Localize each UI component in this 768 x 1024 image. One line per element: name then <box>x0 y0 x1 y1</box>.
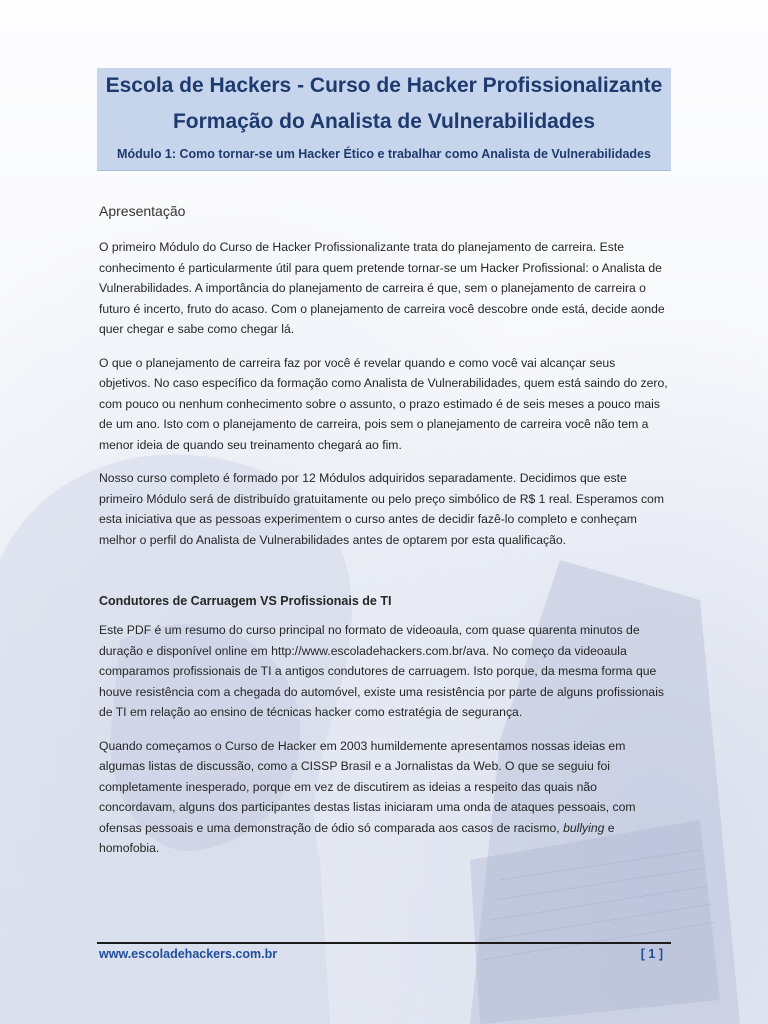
paragraph: O que o planejamento de carreira faz por você é revelar quando e como você vai alcançar seus objetivos. No caso específico da formação como Analista de Vulnerabilidades, quem está saindo do zero, com pouco ou nenhum conhecimento sobre o assunto, o prazo estimado é de seis meses a pouco mais de um ano. Isto com o planejamento de carreira, pois sem o planejamento de carreira você não tem a menor ideia de quando seu treinamento chegará ao fim. <box>99 355 668 452</box>
paragraph-text: Quando começamos o Curso de Hacker em 2003 humildemente apresentamos nossas ideias em algumas listas de discussão, como a CISSP Brasil e a Jornalistas da Web. O que se seguiu foi completamente inesperado, porque em vez de discutirem as ideias a respeito das quais não concordavam, alguns dos participantes destas listas iniciaram uma onda de ataques pessoais, com ofensas pessoais e uma demonstração de ódio só comparada aos casos de racismo, <box>99 738 636 835</box>
section-heading-apresentacao: Apresentação <box>99 203 186 219</box>
paragraph-text: e homofobia. <box>99 820 615 855</box>
section-heading-condutores: Condutores de Carruagem VS Profissionais de TI <box>99 594 392 608</box>
document-title: Escola de Hackers - Curso de Hacker Profissionalizante <box>105 74 663 97</box>
paragraph: Este PDF é um resumo do curso principal no formato de videoaula, com quase quarenta minutos de duração e disponível online em http://www.escoladehackers.com.br/ava. No começo da videoaula comparamos profissionais de TI a antigos condutores de carruagem. Isto porque, da mesma forma que houve resistência com a chegada do automóvel, existe uma resistência por parte de alguns profissionais de TI em relação ao ensino de técnicas hacker como estratégia de segurança. <box>99 623 665 719</box>
page-number: [ 1 ] <box>640 947 663 961</box>
document-body <box>99 203 669 872</box>
title-banner <box>97 68 671 171</box>
module-title: Módulo 1: Como tornar-se um Hacker Ético e trabalhar como Analista de Vulnerabilidades <box>117 147 651 161</box>
paragraph-with-emphasis <box>99 736 669 859</box>
paragraph: Nosso curso completo é formado por 12 Módulos adquiridos separadamente. Decidimos que este primeiro Módulo será de distribuído gratuitamente ou pelo preço simbólico de R$ 1 real. Esperamos com esta iniciativa que as pessoas experimentem o curso antes de decidir fazê-lo completo e conheçam melhor o perfil do Analista de Vulnerabilidades antes de optarem por esta qualificação. <box>99 471 664 547</box>
document-subtitle: Formação do Analista de Vulnerabilidades <box>172 110 596 133</box>
paragraph: O primeiro Módulo do Curso de Hacker Profissionalizante trata do planejamento de carreira. Este conhecimento é particularmente útil para quem pretende tornar-se um Hacker Profissional: o Analista de Vulnerabilidades. A importância do planejamento de carreira é que, sem o planejamento de carreira o futuro é incerto, fruto do acaso. Com o planejamento de carreira você descobre onde está, decide aonde quer chegar e sabe como chegar lá. <box>99 240 665 336</box>
footer-website-link[interactable]: www.escoladehackers.com.br <box>99 947 278 961</box>
emphasis-text: bullying <box>563 820 605 835</box>
footer-divider <box>97 942 671 944</box>
